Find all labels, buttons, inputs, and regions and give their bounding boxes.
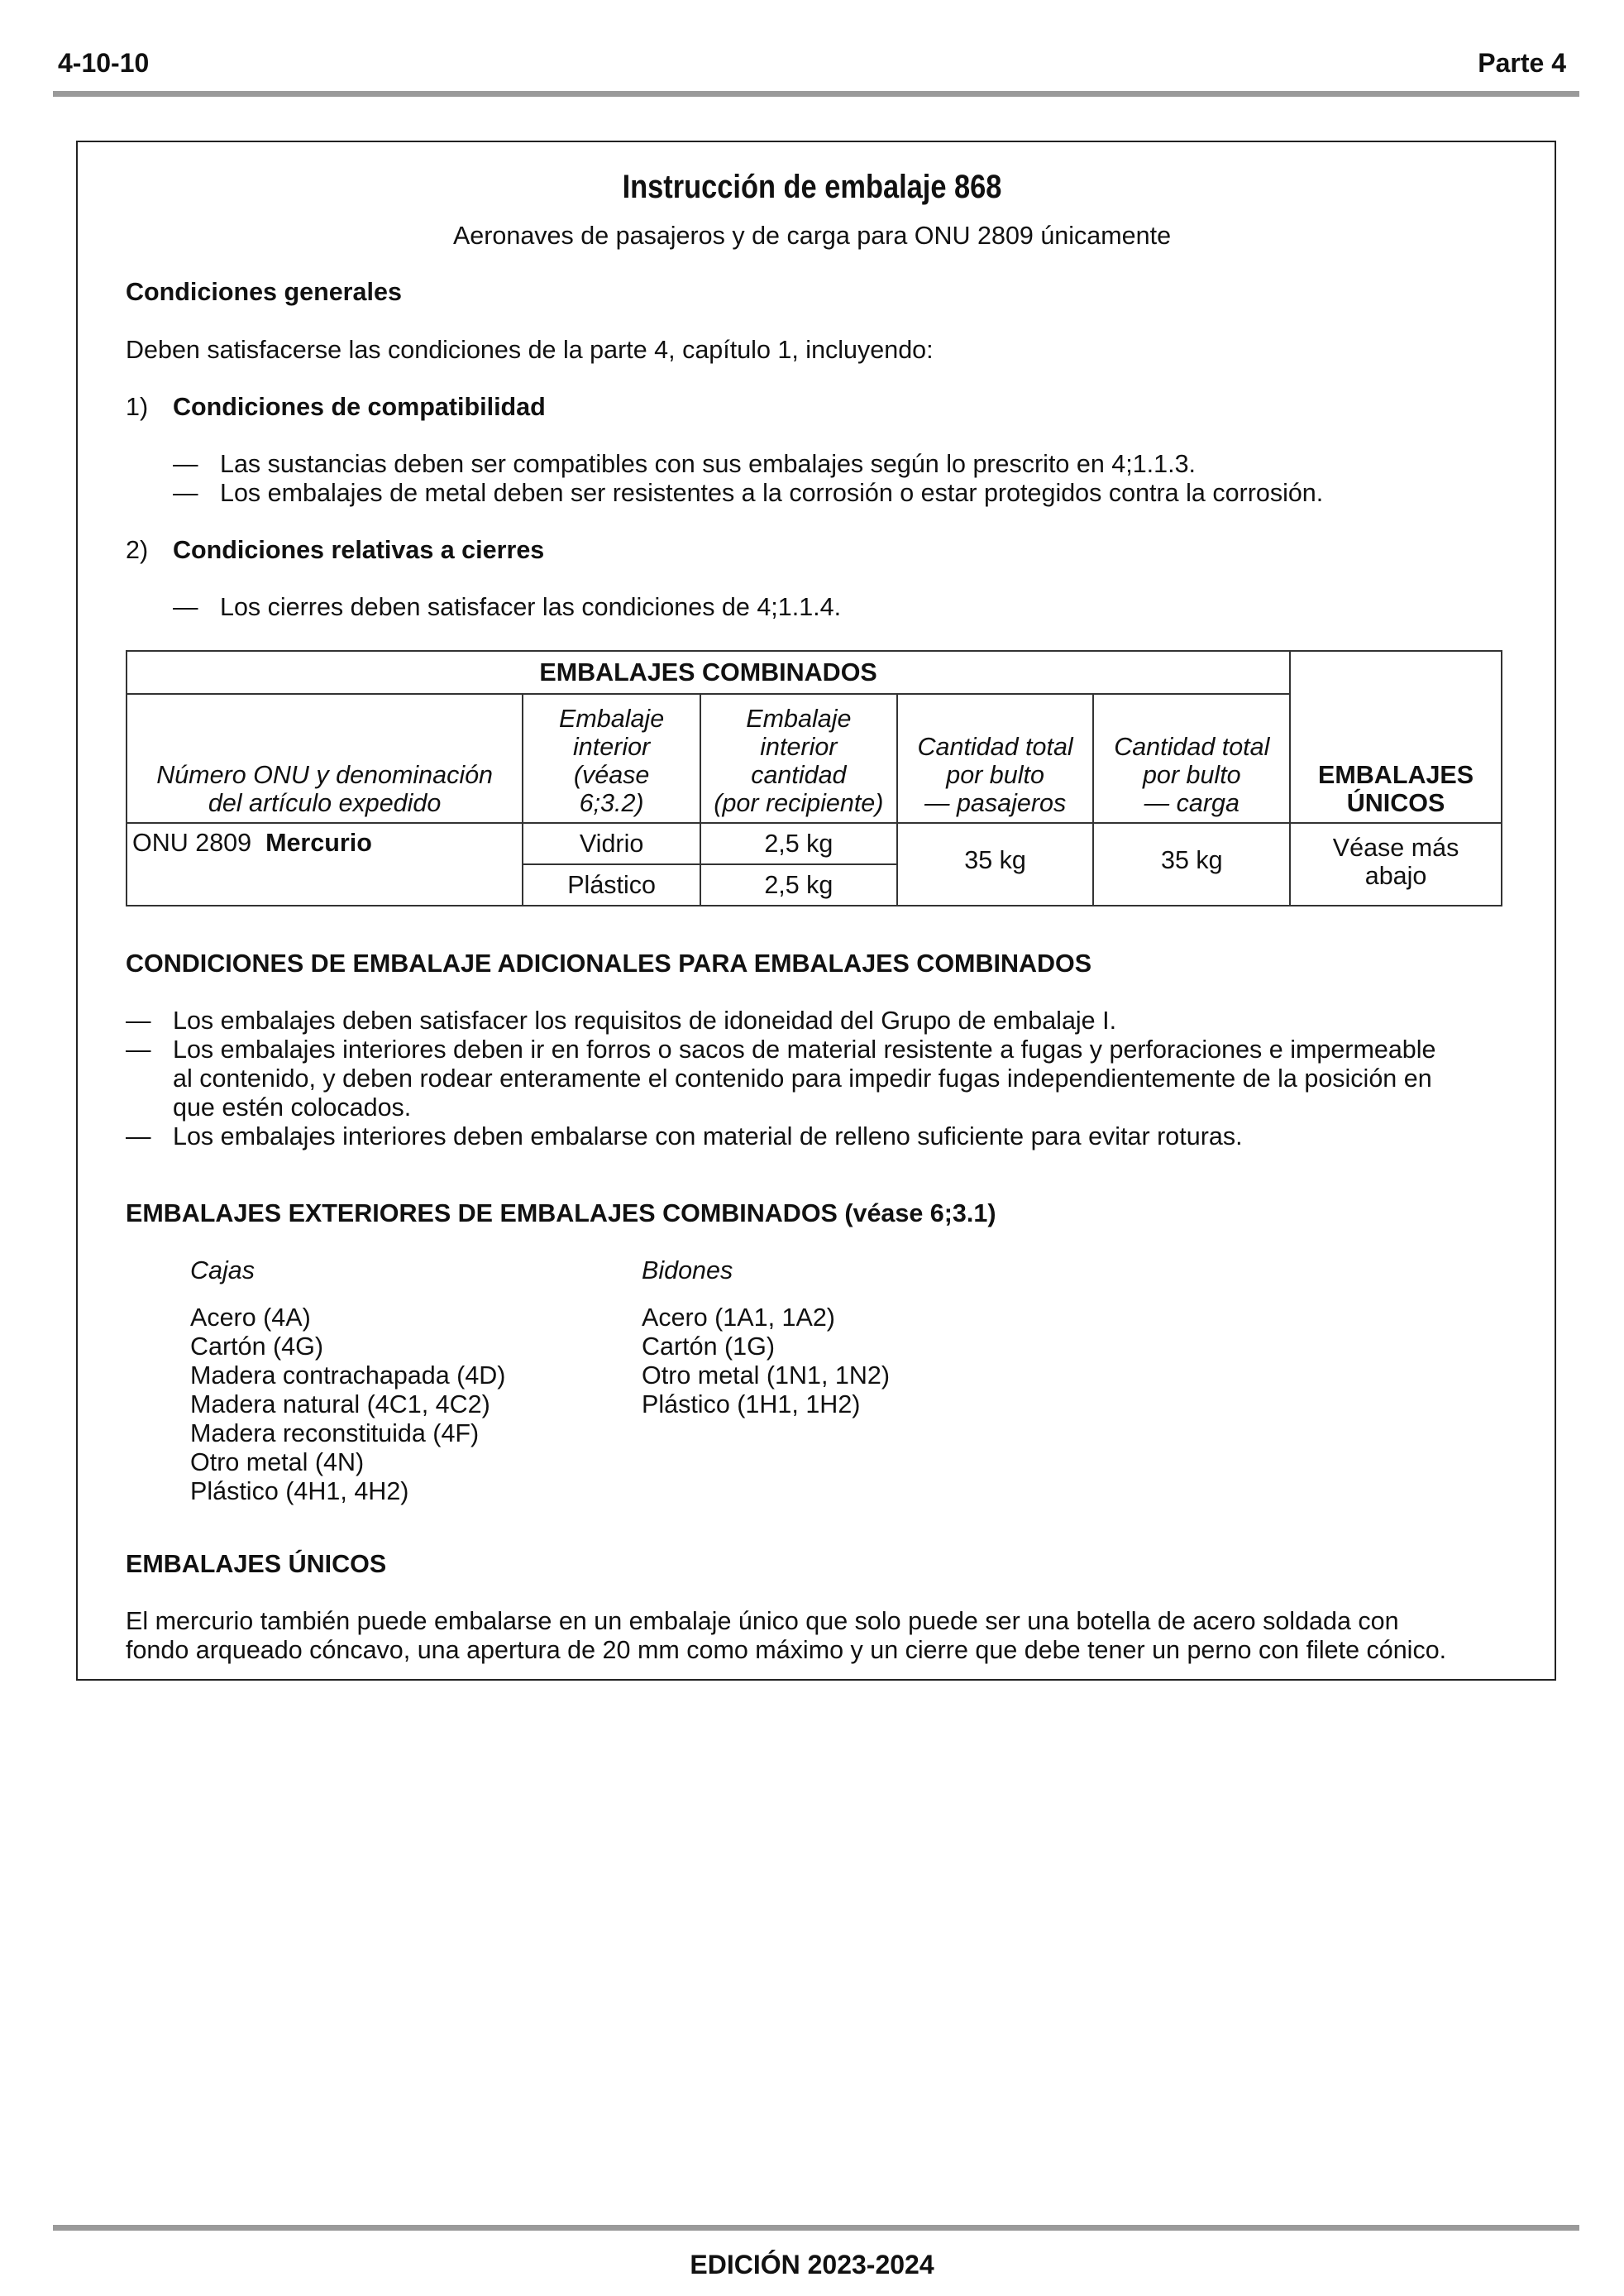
drums-label: Bidones [642,1256,733,1284]
un-number: ONU 2809 [132,829,252,857]
box-item: Madera contrachapada (4D) [190,1361,506,1390]
box-item: Madera reconstituida (4F) [190,1419,480,1447]
inner-quantity: 2,5 kg [700,864,897,906]
single-packagings-text: El mercurio también puede embalarse en un embalaje único que solo puede ser una botella de acero soldada con [126,1607,1399,1635]
instruction-title: Instrucción de embalaje 868 [622,169,1002,205]
section-1-number: 1) [126,393,149,421]
combined-packagings-header: EMBALAJES COMBINADOS [127,651,1290,694]
drum-item: Otro metal (1N1, 1N2) [642,1361,891,1390]
dash: — [126,1122,151,1150]
additional-bullet: Los embalajes deben satisfacer los requisitos de idoneidad del Grupo de embalaje I. [173,1007,1117,1035]
cargo-quantity: 35 kg [1093,823,1290,906]
boxes-label: Cajas [190,1256,255,1284]
page-number: 4-10-10 [58,48,150,78]
un-number-cell [127,823,523,906]
drum-item: Plástico (1H1, 1H2) [642,1390,861,1418]
packaging-table [126,650,1502,906]
dash: — [173,593,198,621]
section-2-number: 2) [126,536,149,564]
passenger-quantity: 35 kg [897,823,1094,906]
header-rule [53,91,1579,97]
column-header-inner-packaging: Embalaje interior (véase 6;3.2) [523,694,700,823]
outer-packagings-heading: EMBALAJES EXTERIORES DE EMBALAJES COMBINADOS (véase 6;3.1) [126,1199,996,1227]
instruction-subtitle: Aeronaves de pasajeros y de carga para ONU 2809 únicamente [452,222,1172,250]
single-packaging-note: Véase más abajo [1290,823,1502,906]
column-header-single: EMBALAJES ÚNICOS [1290,651,1502,823]
box-item: Cartón (4G) [190,1332,324,1361]
dash: — [126,1036,151,1064]
substance-name: Mercurio [265,829,372,857]
column-header-un-number: Número ONU y denominación del artículo expedido [127,694,523,823]
box-item: Madera natural (4C1, 4C2) [190,1390,490,1418]
compatibility-bullet: Las sustancias deben ser compatibles con sus embalajes según lo prescrito en 4;1.1.3. [220,450,1197,478]
closures-bullet: Los cierres deben satisfacer las condiciones de 4;1.1.4. [220,593,842,621]
inner-material: Plástico [523,864,700,906]
inner-material: Vidrio [523,823,700,864]
general-intro: Deben satisfacerse las condiciones de la parte 4, capítulo 1, incluyendo: [126,336,934,364]
section-2-heading: Condiciones relativas a cierres [173,536,545,564]
column-header-inner-quantity: Embalaje interior cantidad (por recipiente) [700,694,897,823]
additional-conditions-heading: CONDICIONES DE EMBALAJE ADICIONALES PARA EMBALAJES COMBINADOS [126,949,1092,978]
additional-bullet: Los embalajes interiores deben ir en forros o sacos de material resistente a fugas y perforaciones e impermeable [173,1036,1436,1064]
column-header-cargo-quantity: Cantidad total por bulto — carga [1093,694,1290,823]
dash: — [173,479,198,507]
additional-bullet-line: al contenido, y deben rodear enteramente el contenido para impedir fugas independientemente de la posición en [173,1064,1432,1093]
additional-bullet: Los embalajes interiores deben embalarse con material de relleno suficiente para evitar roturas. [173,1122,1243,1150]
additional-bullet-line: que estén colocados. [173,1093,412,1122]
edition-footer: EDICIÓN 2023-2024 [690,2250,934,2279]
dash: — [173,450,198,478]
single-packagings-text: fondo arqueado cóncavo, una apertura de 20 mm como máximo y un cierre que debe tener un perno con filete cónico. [126,1636,1447,1664]
drum-item: Acero (1A1, 1A2) [642,1303,835,1332]
dash: — [126,1007,151,1035]
column-header-passenger-quantity: Cantidad total por bulto — pasajeros [897,694,1094,823]
footer-rule [53,2225,1579,2231]
general-heading: Condiciones generales [126,278,402,306]
inner-quantity: 2,5 kg [700,823,897,864]
single-packagings-heading: EMBALAJES ÚNICOS [126,1550,387,1578]
box-item: Otro metal (4N) [190,1448,365,1476]
drum-item: Cartón (1G) [642,1332,776,1361]
compatibility-bullet: Los embalajes de metal deben ser resistentes a la corrosión o estar protegidos contra la corrosión. [220,479,1324,507]
section-1-heading: Condiciones de compatibilidad [173,393,546,421]
box-item: Plástico (4H1, 4H2) [190,1477,409,1505]
box-item: Acero (4A) [190,1303,311,1332]
part-label: Parte 4 [1478,48,1566,78]
